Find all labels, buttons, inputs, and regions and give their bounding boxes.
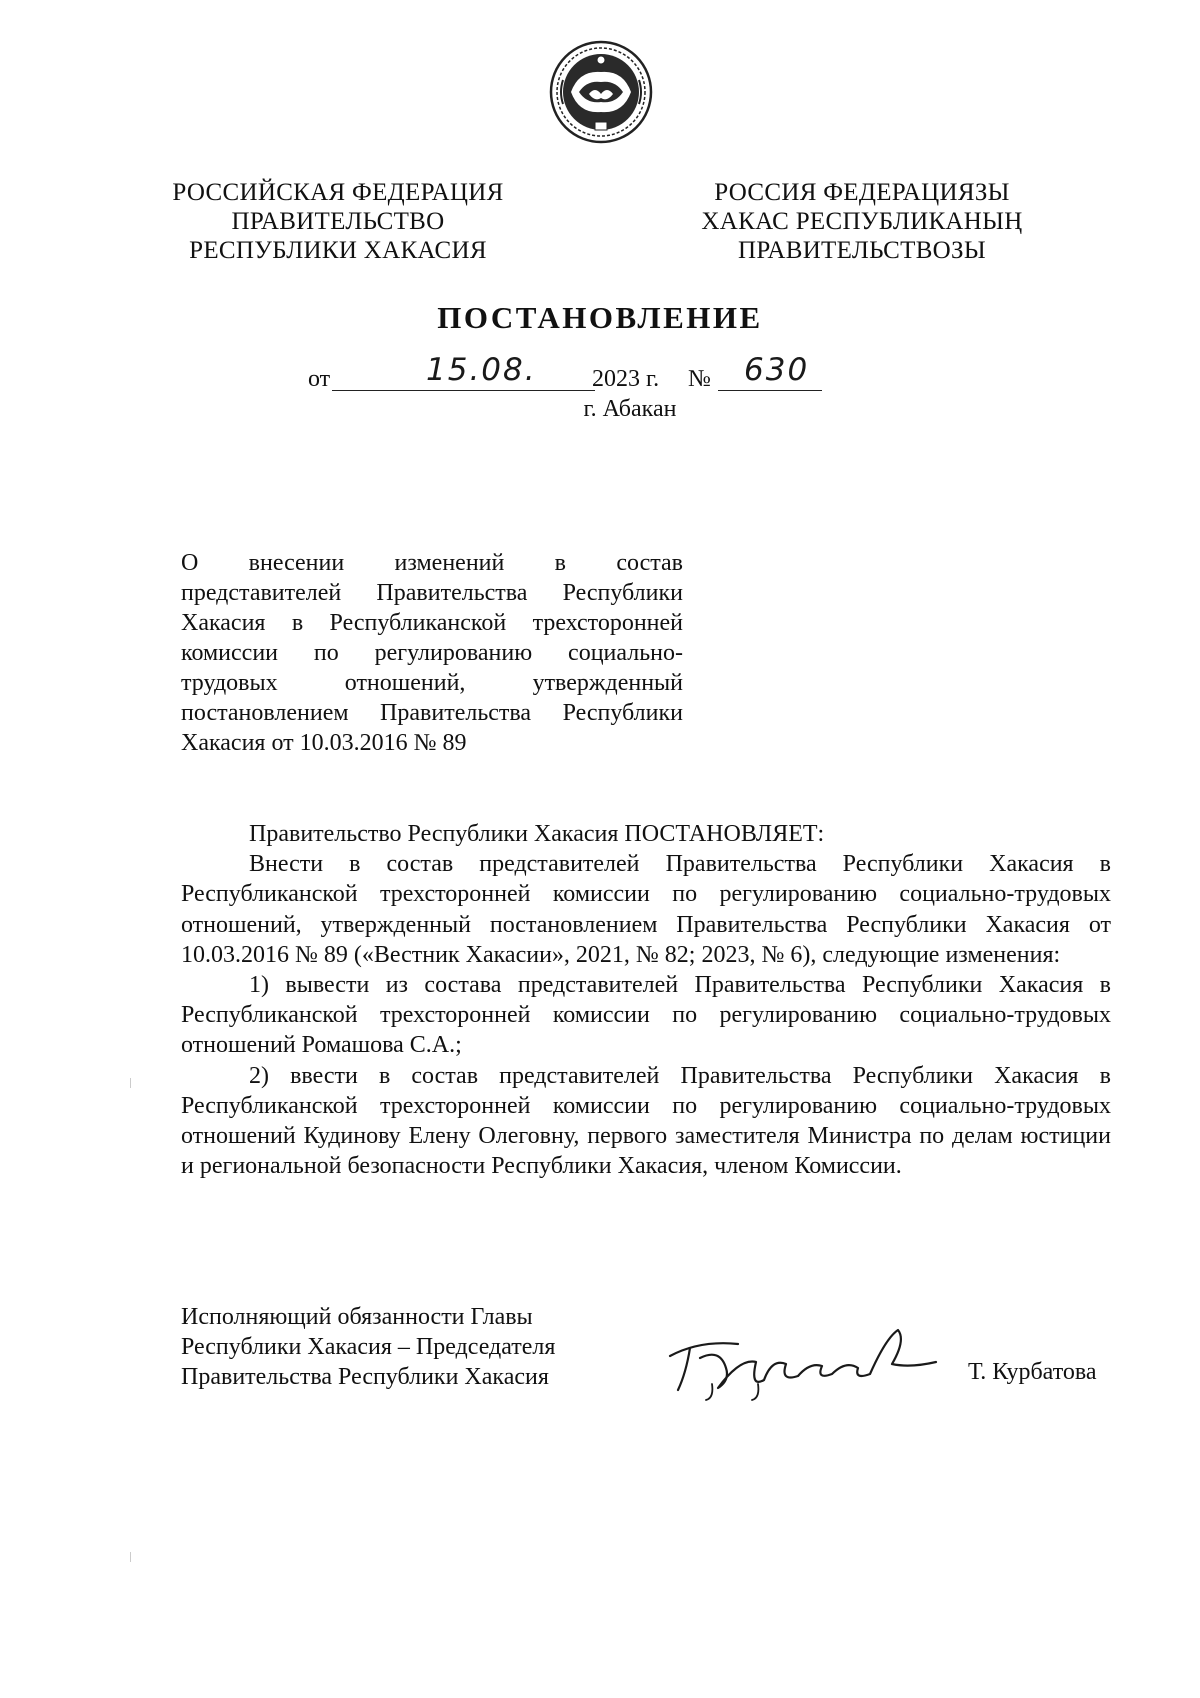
body-paragraph-main: Внести в состав представителей Правительства Республики Хакасия в Республиканской трехсторонней комиссии по регулированию социально-трудовых отношений, утвержденный постановлением Правительства Республики Хакасия от 10.03.2016 № 89 («Вестник Хакасии», 2021, № 82; 2023, № 6), следующие изменения: xyxy=(181,851,1111,968)
signatory-position xyxy=(181,1302,555,1392)
document-body xyxy=(181,819,1111,1181)
header-right xyxy=(692,178,1032,265)
position-line: Исполняющий обязанности Главы xyxy=(181,1304,533,1330)
number-label: № xyxy=(688,366,711,392)
subject-line: представителей Правительства Республики xyxy=(181,580,683,606)
header-left xyxy=(168,178,508,265)
body-item-1: 1) вывести из состава представителей Правительства Республики Хакасия в Республиканской трехсторонней комиссии по регулированию социально-трудовых отношений Ромашова С.А.; xyxy=(181,972,1111,1059)
city: г. Абакан xyxy=(583,396,677,422)
subject-line: Хакасия в Республиканской трехсторонней xyxy=(181,610,683,636)
subject-line: постановлением Правительства Республики xyxy=(181,700,683,726)
body-intro: Правительство Республики Хакасия ПОСТАНОВЛЯЕТ: xyxy=(249,821,825,847)
header-right-line: ХАКАС РЕСПУБЛИКАНЫҢ xyxy=(701,208,1023,235)
handwritten-number: 630 xyxy=(744,352,810,388)
header-right-line: ПРАВИТЕЛЬСТВОЗЫ xyxy=(738,237,986,264)
margin-mark xyxy=(130,1552,131,1562)
header-left-line: РОССИЙСКАЯ ФЕДЕРАЦИЯ xyxy=(172,179,504,206)
document-subject xyxy=(181,548,683,758)
coat-of-arms-icon xyxy=(549,40,653,144)
document-title: ПОСТАНОВЛЕНИЕ xyxy=(437,300,763,335)
margin-mark xyxy=(130,1078,131,1088)
subject-line: трудовых отношений, утвержденный xyxy=(181,670,683,696)
date-number-line xyxy=(308,352,908,400)
handwritten-date: 15.08. xyxy=(426,352,537,388)
body-item-2: 2) ввести в состав представителей Правительства Республики Хакасия в Республиканской трехсторонней комиссии по регулированию социально-трудовых отношений Кудинову Елену Олеговну, первого заместителя Министра по делам юстиции и региональной безопасности Республики Хакасия, членом Комиссии. xyxy=(181,1062,1111,1180)
subject-line: комиссии по регулированию социально- xyxy=(181,640,683,666)
signer-name: Т. Курбатова xyxy=(968,1359,1097,1385)
header-right-line: РОССИЯ ФЕДЕРАЦИЯЗЫ xyxy=(714,179,1010,206)
position-line: Правительства Республики Хакасия xyxy=(181,1364,549,1390)
from-label: от xyxy=(308,366,331,392)
handwritten-signature-icon xyxy=(660,1318,950,1403)
position-line: Республики Хакасия – Председателя xyxy=(181,1334,556,1360)
number-blank xyxy=(718,352,822,391)
subject-line: Хакасия от 10.03.2016 № 89 xyxy=(181,730,467,756)
header-left-line: РЕСПУБЛИКИ ХАКАСИЯ xyxy=(189,237,487,264)
header-left-line: ПРАВИТЕЛЬСТВО xyxy=(231,208,445,235)
date-blank xyxy=(332,352,595,391)
year-label: 2023 г. xyxy=(592,366,660,392)
subject-line: О внесении изменений в состав xyxy=(181,550,683,576)
